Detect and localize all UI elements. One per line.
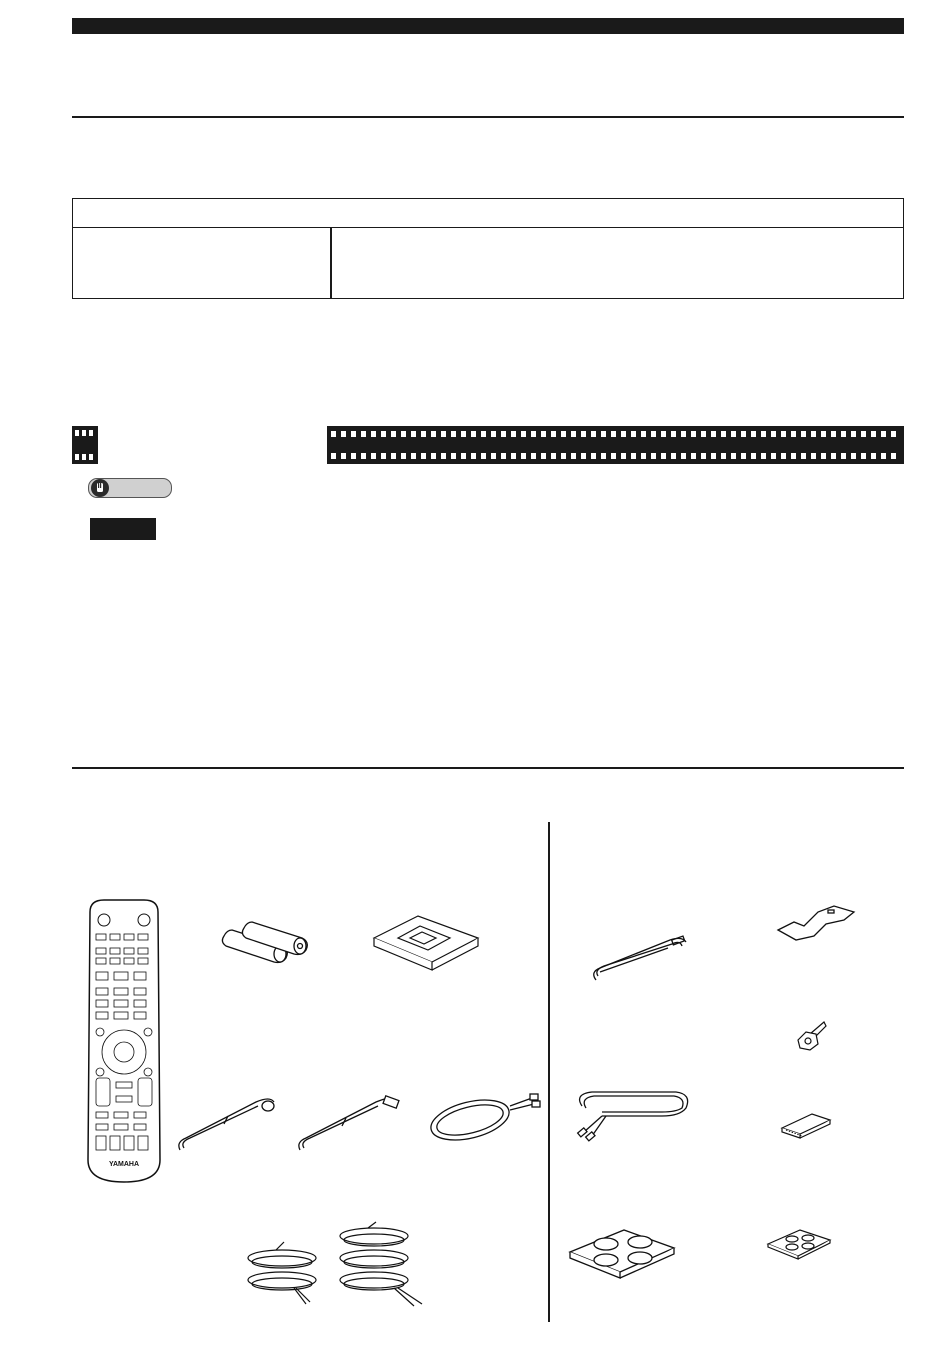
accessories-divider <box>72 767 904 769</box>
dual-lock-tape-illustration <box>778 1110 834 1140</box>
ir-flasher-cable-illustration <box>590 930 690 986</box>
section-divider <box>72 116 904 118</box>
indoor-fm-antenna-illustration <box>296 1088 402 1158</box>
speaker-cables-illustration <box>244 1222 434 1312</box>
film-strip-banner <box>327 426 904 464</box>
note-badge <box>90 518 156 540</box>
optimizer-microphone-illustration <box>176 1088 280 1158</box>
cushion-sheet-large-illustration <box>566 1224 678 1284</box>
spec-table <box>72 198 904 299</box>
cushion-sheet-small-illustration <box>764 1224 834 1264</box>
remote-control-illustration <box>84 898 164 1184</box>
stereo-pin-cable-illustration <box>572 1086 694 1142</box>
header-bar <box>72 18 904 34</box>
film-strip-icon <box>72 426 98 464</box>
screw-illustration <box>792 1018 828 1054</box>
pointing-hand-icon <box>91 479 109 497</box>
spec-table-header <box>73 199 903 228</box>
brand-logo: YAMAHA <box>108 1161 140 1168</box>
column-divider <box>548 822 550 1322</box>
wall-bracket-illustration <box>774 902 858 944</box>
batteries-illustration <box>222 916 314 972</box>
audio-pin-cable-illustration <box>426 1090 542 1146</box>
spec-table-divider <box>330 227 332 298</box>
hint-badge <box>88 478 172 498</box>
am-loop-antenna-illustration <box>370 912 482 974</box>
